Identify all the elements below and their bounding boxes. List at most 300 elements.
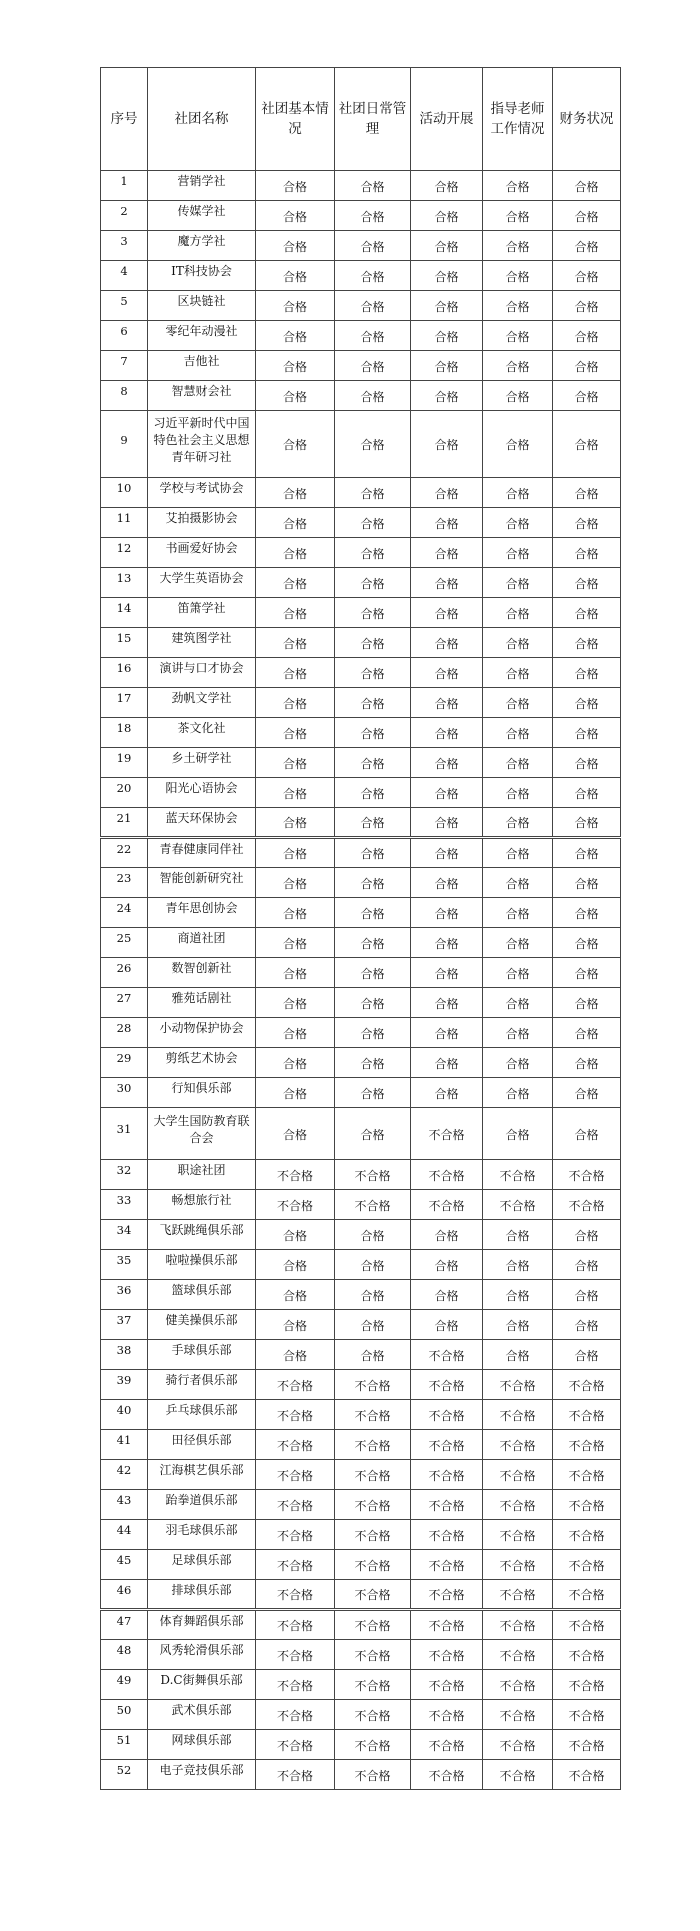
table-row <box>101 381 621 411</box>
advisor-work-result: 合格 <box>483 171 553 201</box>
finance-result: 合格 <box>553 1310 621 1340</box>
club-name: 吉他社 <box>148 351 256 381</box>
basic-info-result: 合格 <box>256 1078 335 1108</box>
basic-info-result: 合格 <box>256 748 335 778</box>
daily-management-result: 合格 <box>335 748 411 778</box>
table-row <box>101 1670 621 1700</box>
table-row <box>101 1730 621 1760</box>
daily-management-result: 不合格 <box>335 1370 411 1400</box>
activities-result: 不合格 <box>411 1190 483 1220</box>
finance-result: 合格 <box>553 291 621 321</box>
activities-result: 不合格 <box>411 1160 483 1190</box>
basic-info-result: 合格 <box>256 928 335 958</box>
activities-result: 不合格 <box>411 1340 483 1370</box>
activities-result: 合格 <box>411 1220 483 1250</box>
daily-management-result: 合格 <box>335 538 411 568</box>
club-name: 手球俱乐部 <box>148 1340 256 1370</box>
advisor-work-result: 合格 <box>483 1018 553 1048</box>
daily-management-result: 不合格 <box>335 1190 411 1220</box>
daily-management-result: 合格 <box>335 201 411 231</box>
finance-result: 不合格 <box>553 1370 621 1400</box>
advisor-work-result: 合格 <box>483 958 553 988</box>
table-row <box>101 568 621 598</box>
basic-info-result: 合格 <box>256 838 335 868</box>
advisor-work-result: 合格 <box>483 508 553 538</box>
finance-result: 不合格 <box>553 1700 621 1730</box>
basic-info-result: 不合格 <box>256 1700 335 1730</box>
basic-info-result: 合格 <box>256 321 335 351</box>
basic-info-result: 不合格 <box>256 1430 335 1460</box>
row-number: 52 <box>101 1760 148 1790</box>
advisor-work-result: 合格 <box>483 478 553 508</box>
club-name: 啦啦操俱乐部 <box>148 1250 256 1280</box>
daily-management-result: 合格 <box>335 658 411 688</box>
activities-result: 不合格 <box>411 1370 483 1400</box>
basic-info-result: 不合格 <box>256 1520 335 1550</box>
basic-info-result: 合格 <box>256 381 335 411</box>
row-number: 34 <box>101 1220 148 1250</box>
finance-result: 合格 <box>553 868 621 898</box>
row-number: 43 <box>101 1490 148 1520</box>
club-name: 足球俱乐部 <box>148 1550 256 1580</box>
table-row <box>101 1580 621 1610</box>
club-name: 行知俱乐部 <box>148 1078 256 1108</box>
row-number: 18 <box>101 718 148 748</box>
table-row <box>101 958 621 988</box>
row-number: 10 <box>101 478 148 508</box>
activities-result: 合格 <box>411 688 483 718</box>
table-row <box>101 1220 621 1250</box>
club-name: 智能创新研究社 <box>148 868 256 898</box>
club-name: 蓝天环保协会 <box>148 808 256 838</box>
club-name: 乡土研学社 <box>148 748 256 778</box>
header-daily-management: 社团日常管理 <box>335 68 411 171</box>
daily-management-result: 合格 <box>335 868 411 898</box>
finance-result: 合格 <box>553 351 621 381</box>
club-name: D.C街舞俱乐部 <box>148 1670 256 1700</box>
club-name: 大学生英语协会 <box>148 568 256 598</box>
advisor-work-result: 合格 <box>483 351 553 381</box>
advisor-work-result: 不合格 <box>483 1700 553 1730</box>
daily-management-result: 不合格 <box>335 1700 411 1730</box>
advisor-work-result: 不合格 <box>483 1730 553 1760</box>
basic-info-result: 合格 <box>256 988 335 1018</box>
activities-result: 合格 <box>411 778 483 808</box>
basic-info-result: 合格 <box>256 351 335 381</box>
row-number: 36 <box>101 1280 148 1310</box>
daily-management-result: 合格 <box>335 568 411 598</box>
advisor-work-result: 不合格 <box>483 1520 553 1550</box>
activities-result: 合格 <box>411 478 483 508</box>
basic-info-result: 合格 <box>256 1048 335 1078</box>
basic-info-result: 不合格 <box>256 1400 335 1430</box>
table-row <box>101 1460 621 1490</box>
table-row <box>101 171 621 201</box>
advisor-work-result: 合格 <box>483 718 553 748</box>
basic-info-result: 合格 <box>256 1108 335 1160</box>
advisor-work-result: 合格 <box>483 1280 553 1310</box>
club-name: 羽毛球俱乐部 <box>148 1520 256 1550</box>
advisor-work-result: 合格 <box>483 928 553 958</box>
activities-result: 合格 <box>411 988 483 1018</box>
club-name: 商道社团 <box>148 928 256 958</box>
row-number: 50 <box>101 1700 148 1730</box>
activities-result: 不合格 <box>411 1640 483 1670</box>
basic-info-result: 合格 <box>256 598 335 628</box>
finance-result: 合格 <box>553 1220 621 1250</box>
finance-result: 合格 <box>553 688 621 718</box>
finance-result: 不合格 <box>553 1490 621 1520</box>
club-name: 排球俱乐部 <box>148 1580 256 1610</box>
row-number: 21 <box>101 808 148 838</box>
daily-management-result: 合格 <box>335 718 411 748</box>
daily-management-result: 合格 <box>335 778 411 808</box>
table-row <box>101 1280 621 1310</box>
advisor-work-result: 不合格 <box>483 1610 553 1640</box>
basic-info-result: 不合格 <box>256 1580 335 1610</box>
row-number: 5 <box>101 291 148 321</box>
table-row <box>101 201 621 231</box>
daily-management-result: 合格 <box>335 351 411 381</box>
club-name: 篮球俱乐部 <box>148 1280 256 1310</box>
basic-info-result: 合格 <box>256 568 335 598</box>
finance-result: 合格 <box>553 478 621 508</box>
row-number: 14 <box>101 598 148 628</box>
club-name: 雅苑话剧社 <box>148 988 256 1018</box>
table-row <box>101 1078 621 1108</box>
club-name: 书画爱好协会 <box>148 538 256 568</box>
activities-result: 合格 <box>411 1310 483 1340</box>
row-number: 31 <box>101 1108 148 1160</box>
table-row <box>101 898 621 928</box>
table-row <box>101 1250 621 1280</box>
row-number: 2 <box>101 201 148 231</box>
daily-management-result: 不合格 <box>335 1730 411 1760</box>
club-name: 健美操俱乐部 <box>148 1310 256 1340</box>
advisor-work-result: 合格 <box>483 808 553 838</box>
basic-info-result: 不合格 <box>256 1460 335 1490</box>
table-row <box>101 411 621 478</box>
advisor-work-result: 合格 <box>483 291 553 321</box>
activities-result: 合格 <box>411 958 483 988</box>
activities-result: 不合格 <box>411 1520 483 1550</box>
daily-management-result: 合格 <box>335 1108 411 1160</box>
daily-management-result: 合格 <box>335 231 411 261</box>
finance-result: 合格 <box>553 718 621 748</box>
club-name: 飞跃跳绳俱乐部 <box>148 1220 256 1250</box>
finance-result: 合格 <box>553 411 621 478</box>
table-row <box>101 1430 621 1460</box>
club-name: 智慧财会社 <box>148 381 256 411</box>
basic-info-result: 不合格 <box>256 1730 335 1760</box>
row-number: 27 <box>101 988 148 1018</box>
activities-result: 合格 <box>411 171 483 201</box>
header-advisor-work: 指导老师工作情况 <box>483 68 553 171</box>
club-name: 劲帆文学社 <box>148 688 256 718</box>
advisor-work-result: 不合格 <box>483 1670 553 1700</box>
basic-info-result: 不合格 <box>256 1640 335 1670</box>
basic-info-result: 合格 <box>256 478 335 508</box>
advisor-work-result: 合格 <box>483 658 553 688</box>
basic-info-result: 合格 <box>256 1018 335 1048</box>
basic-info-result: 合格 <box>256 1280 335 1310</box>
daily-management-result: 合格 <box>335 508 411 538</box>
assessment-table-sheet <box>100 67 620 1790</box>
finance-result: 合格 <box>553 838 621 868</box>
finance-result: 合格 <box>553 1018 621 1048</box>
daily-management-result: 合格 <box>335 1220 411 1250</box>
daily-management-result: 合格 <box>335 988 411 1018</box>
table-row <box>101 1640 621 1670</box>
club-name: 乒乓球俱乐部 <box>148 1400 256 1430</box>
daily-management-result: 合格 <box>335 1018 411 1048</box>
advisor-work-result: 不合格 <box>483 1370 553 1400</box>
daily-management-result: 合格 <box>335 321 411 351</box>
header-finance: 财务状况 <box>553 68 621 171</box>
advisor-work-result: 合格 <box>483 201 553 231</box>
daily-management-result: 不合格 <box>335 1670 411 1700</box>
club-assessment-table <box>100 67 621 1790</box>
row-number: 30 <box>101 1078 148 1108</box>
finance-result: 合格 <box>553 201 621 231</box>
finance-result: 合格 <box>553 628 621 658</box>
club-name: 田径俱乐部 <box>148 1430 256 1460</box>
advisor-work-result: 合格 <box>483 688 553 718</box>
basic-info-result: 合格 <box>256 1250 335 1280</box>
finance-result: 不合格 <box>553 1430 621 1460</box>
finance-result: 不合格 <box>553 1520 621 1550</box>
row-number: 48 <box>101 1640 148 1670</box>
activities-result: 合格 <box>411 508 483 538</box>
daily-management-result: 合格 <box>335 628 411 658</box>
daily-management-result: 合格 <box>335 1310 411 1340</box>
row-number: 37 <box>101 1310 148 1340</box>
row-number: 3 <box>101 231 148 261</box>
club-name: 骑行者俱乐部 <box>148 1370 256 1400</box>
basic-info-result: 合格 <box>256 171 335 201</box>
row-number: 25 <box>101 928 148 958</box>
row-number: 12 <box>101 538 148 568</box>
basic-info-result: 合格 <box>256 291 335 321</box>
row-number: 20 <box>101 778 148 808</box>
activities-result: 合格 <box>411 928 483 958</box>
club-name: 习近平新时代中国特色社会主义思想青年研习社 <box>148 411 256 478</box>
club-name: 营销学社 <box>148 171 256 201</box>
table-row <box>101 928 621 958</box>
club-name: 茶文化社 <box>148 718 256 748</box>
basic-info-result: 不合格 <box>256 1670 335 1700</box>
table-row <box>101 1550 621 1580</box>
daily-management-result: 合格 <box>335 598 411 628</box>
table-body <box>101 171 621 1790</box>
basic-info-result: 合格 <box>256 261 335 291</box>
activities-result: 合格 <box>411 1280 483 1310</box>
basic-info-result: 合格 <box>256 778 335 808</box>
finance-result: 合格 <box>553 778 621 808</box>
row-number: 23 <box>101 868 148 898</box>
basic-info-result: 不合格 <box>256 1610 335 1640</box>
daily-management-result: 不合格 <box>335 1520 411 1550</box>
finance-result: 不合格 <box>553 1730 621 1760</box>
daily-management-result: 合格 <box>335 688 411 718</box>
basic-info-result: 不合格 <box>256 1190 335 1220</box>
row-number: 35 <box>101 1250 148 1280</box>
advisor-work-result: 合格 <box>483 598 553 628</box>
row-number: 42 <box>101 1460 148 1490</box>
table-row <box>101 808 621 838</box>
header-club-name: 社团名称 <box>148 68 256 171</box>
activities-result: 不合格 <box>411 1730 483 1760</box>
header-basic-info: 社团基本情况 <box>256 68 335 171</box>
activities-result: 合格 <box>411 261 483 291</box>
row-number: 32 <box>101 1160 148 1190</box>
basic-info-result: 合格 <box>256 538 335 568</box>
basic-info-result: 合格 <box>256 1340 335 1370</box>
activities-result: 合格 <box>411 838 483 868</box>
finance-result: 合格 <box>553 658 621 688</box>
finance-result: 合格 <box>553 748 621 778</box>
activities-result: 合格 <box>411 718 483 748</box>
activities-result: 合格 <box>411 808 483 838</box>
row-number: 33 <box>101 1190 148 1220</box>
row-number: 45 <box>101 1550 148 1580</box>
table-row <box>101 1018 621 1048</box>
activities-result: 合格 <box>411 291 483 321</box>
activities-result: 不合格 <box>411 1610 483 1640</box>
advisor-work-result: 合格 <box>483 838 553 868</box>
advisor-work-result: 合格 <box>483 748 553 778</box>
advisor-work-result: 合格 <box>483 1310 553 1340</box>
club-name: 数智创新社 <box>148 958 256 988</box>
daily-management-result: 不合格 <box>335 1490 411 1520</box>
table-row <box>101 1048 621 1078</box>
row-number: 11 <box>101 508 148 538</box>
table-row <box>101 1190 621 1220</box>
table-row <box>101 1310 621 1340</box>
club-name: 阳光心语协会 <box>148 778 256 808</box>
club-name: 电子竞技俱乐部 <box>148 1760 256 1790</box>
daily-management-result: 不合格 <box>335 1460 411 1490</box>
finance-result: 不合格 <box>553 1640 621 1670</box>
table-row <box>101 868 621 898</box>
table-row <box>101 1520 621 1550</box>
activities-result: 不合格 <box>411 1108 483 1160</box>
basic-info-result: 合格 <box>256 1310 335 1340</box>
finance-result: 合格 <box>553 808 621 838</box>
basic-info-result: 合格 <box>256 508 335 538</box>
daily-management-result: 合格 <box>335 928 411 958</box>
activities-result: 合格 <box>411 658 483 688</box>
basic-info-result: 合格 <box>256 201 335 231</box>
basic-info-result: 不合格 <box>256 1370 335 1400</box>
table-row <box>101 1400 621 1430</box>
activities-result: 合格 <box>411 381 483 411</box>
row-number: 7 <box>101 351 148 381</box>
advisor-work-result: 合格 <box>483 568 553 598</box>
advisor-work-result: 不合格 <box>483 1760 553 1790</box>
row-number: 6 <box>101 321 148 351</box>
activities-result: 合格 <box>411 538 483 568</box>
club-name: 小动物保护协会 <box>148 1018 256 1048</box>
finance-result: 合格 <box>553 568 621 598</box>
advisor-work-result: 合格 <box>483 381 553 411</box>
finance-result: 合格 <box>553 381 621 411</box>
row-number: 41 <box>101 1430 148 1460</box>
table-row <box>101 351 621 381</box>
daily-management-result: 合格 <box>335 1280 411 1310</box>
daily-management-result: 不合格 <box>335 1610 411 1640</box>
finance-result: 不合格 <box>553 1190 621 1220</box>
activities-result: 合格 <box>411 898 483 928</box>
basic-info-result: 合格 <box>256 1220 335 1250</box>
row-number: 13 <box>101 568 148 598</box>
daily-management-result: 合格 <box>335 808 411 838</box>
daily-management-result: 不合格 <box>335 1580 411 1610</box>
table-row <box>101 261 621 291</box>
finance-result: 不合格 <box>553 1580 621 1610</box>
daily-management-result: 合格 <box>335 411 411 478</box>
header-activities: 活动开展 <box>411 68 483 171</box>
daily-management-result: 合格 <box>335 958 411 988</box>
table-row <box>101 1108 621 1160</box>
table-row <box>101 538 621 568</box>
advisor-work-result: 不合格 <box>483 1490 553 1520</box>
club-name: 建筑图学社 <box>148 628 256 658</box>
daily-management-result: 合格 <box>335 838 411 868</box>
activities-result: 不合格 <box>411 1670 483 1700</box>
header-no: 序号 <box>101 68 148 171</box>
table-row <box>101 291 621 321</box>
table-row <box>101 1490 621 1520</box>
finance-result: 合格 <box>553 231 621 261</box>
basic-info-result: 不合格 <box>256 1160 335 1190</box>
row-number: 4 <box>101 261 148 291</box>
club-name: 青年思创协会 <box>148 898 256 928</box>
daily-management-result: 合格 <box>335 381 411 411</box>
finance-result: 不合格 <box>553 1160 621 1190</box>
daily-management-result: 不合格 <box>335 1160 411 1190</box>
finance-result: 合格 <box>553 1250 621 1280</box>
advisor-work-result: 不合格 <box>483 1160 553 1190</box>
daily-management-result: 合格 <box>335 1340 411 1370</box>
basic-info-result: 合格 <box>256 411 335 478</box>
finance-result: 合格 <box>553 321 621 351</box>
activities-result: 不合格 <box>411 1580 483 1610</box>
activities-result: 合格 <box>411 201 483 231</box>
basic-info-result: 合格 <box>256 658 335 688</box>
club-name: 江海棋艺俱乐部 <box>148 1460 256 1490</box>
daily-management-result: 不合格 <box>335 1550 411 1580</box>
advisor-work-result: 合格 <box>483 628 553 658</box>
table-row <box>101 658 621 688</box>
finance-result: 合格 <box>553 928 621 958</box>
basic-info-result: 合格 <box>256 958 335 988</box>
activities-result: 不合格 <box>411 1550 483 1580</box>
advisor-work-result: 合格 <box>483 1078 553 1108</box>
daily-management-result: 不合格 <box>335 1430 411 1460</box>
basic-info-result: 合格 <box>256 718 335 748</box>
advisor-work-result: 不合格 <box>483 1190 553 1220</box>
advisor-work-result: 不合格 <box>483 1640 553 1670</box>
club-name: 跆拳道俱乐部 <box>148 1490 256 1520</box>
table-row <box>101 598 621 628</box>
finance-result: 合格 <box>553 1048 621 1078</box>
advisor-work-result: 合格 <box>483 1340 553 1370</box>
row-number: 39 <box>101 1370 148 1400</box>
table-row <box>101 231 621 261</box>
advisor-work-result: 合格 <box>483 1250 553 1280</box>
club-name: 魔方学社 <box>148 231 256 261</box>
